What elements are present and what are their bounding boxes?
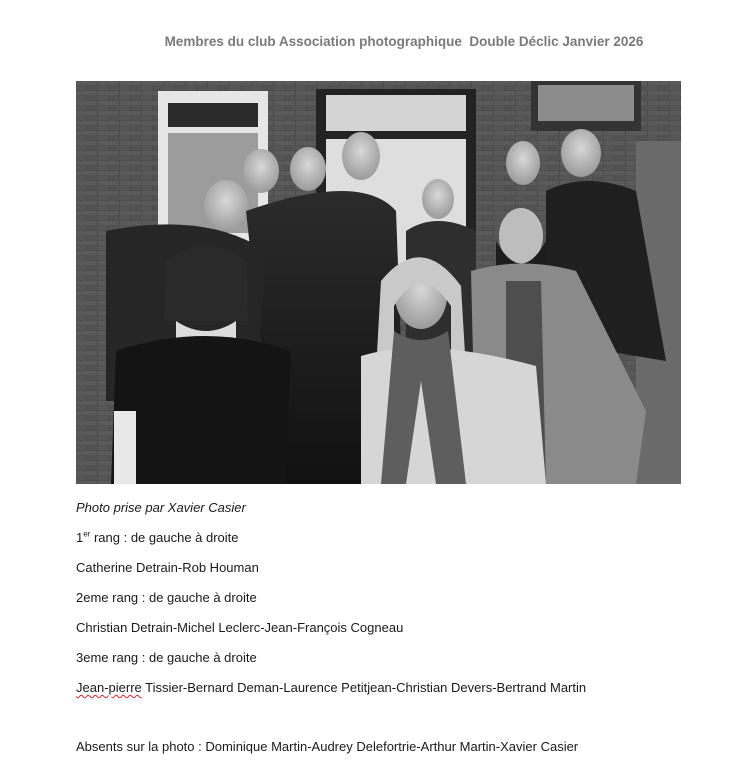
group-photo xyxy=(76,81,681,484)
row-1-heading-sup: er xyxy=(83,529,91,539)
row-2-names: Christian Detrain-Michel Leclerc-Jean-François Cogneau xyxy=(76,620,404,635)
title-text: Membres du club Association photographique Double Déclic Janvier 2026 xyxy=(164,34,644,49)
row-1-heading-rest: rang : de gauche à droite xyxy=(90,530,239,545)
spellcheck-word: Jean-pierre xyxy=(76,680,142,695)
row-3-heading: 3eme rang : de gauche à droite xyxy=(76,650,257,665)
row-1-heading-num: 1 xyxy=(76,530,84,545)
document-title xyxy=(0,34,746,49)
row-1-heading xyxy=(76,530,239,545)
row-3-names-rest: Tissier-Bernard Deman-Laurence Petitjean-Christian Devers-Bertrand Martin xyxy=(141,680,587,695)
photo-caption: Photo prise par Xavier Casier xyxy=(76,500,246,515)
absents-line: Absents sur la photo : Dominique Martin-Audrey Delefortrie-Arthur Martin-Xavier Casier xyxy=(76,739,579,754)
group-photo-illustration xyxy=(76,81,681,484)
row-1-names: Catherine Detrain-Rob Houman xyxy=(76,560,259,575)
row-2-heading: 2eme rang : de gauche à droite xyxy=(76,590,257,605)
row-3-names xyxy=(76,680,586,695)
